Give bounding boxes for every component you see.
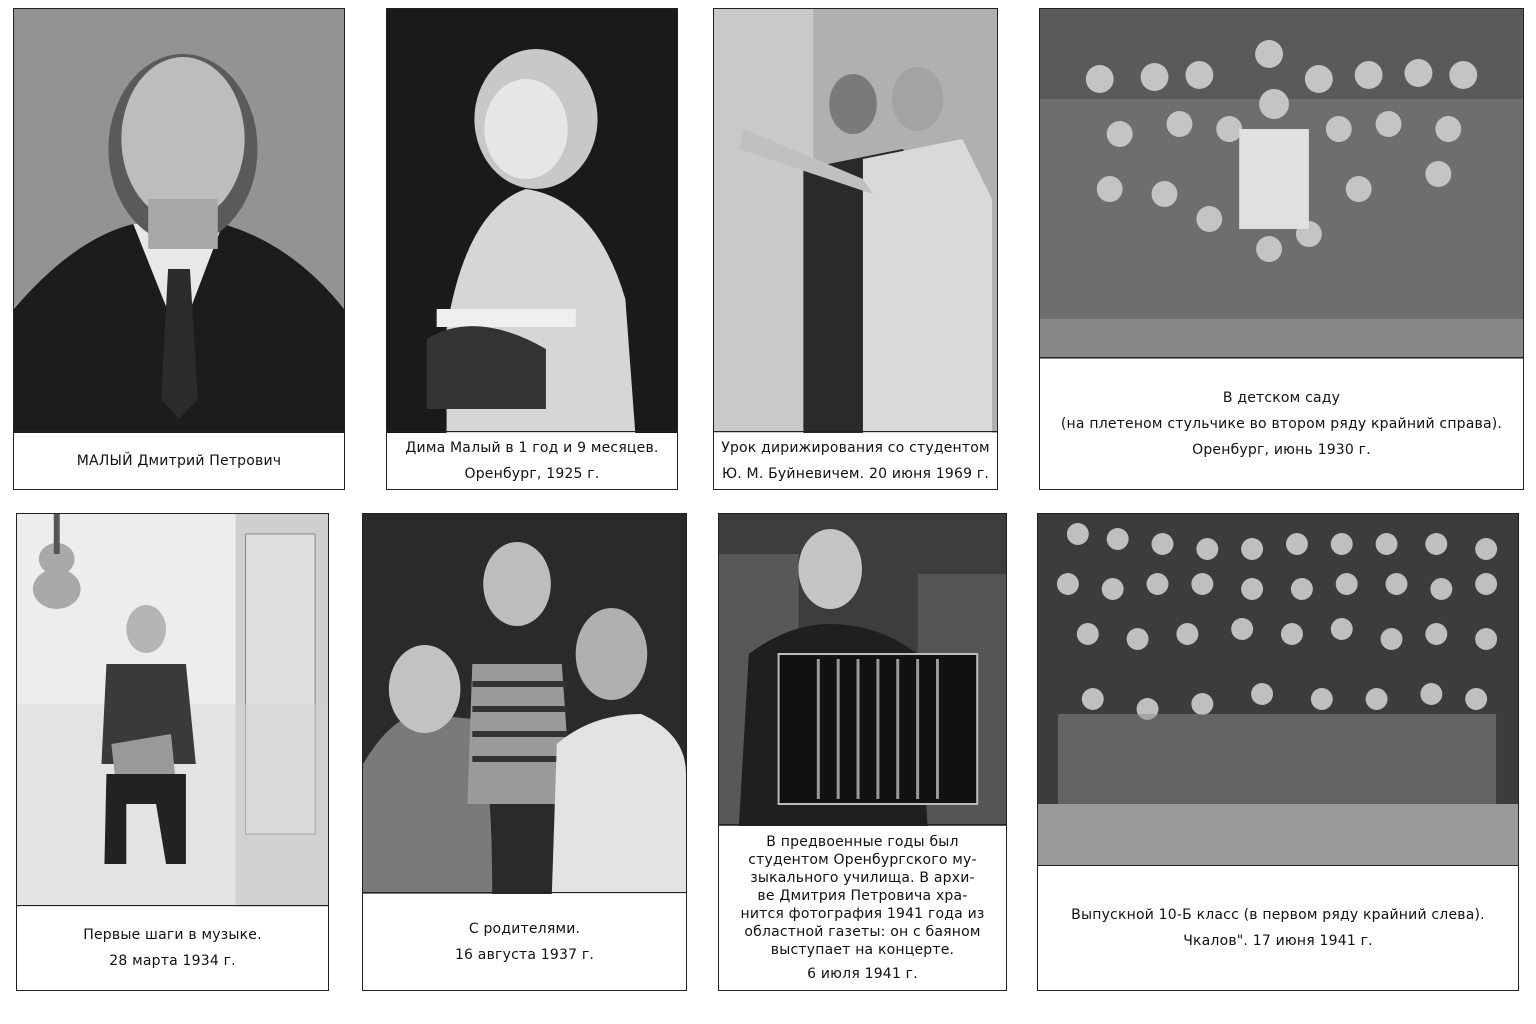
graduation-caption: Выпускной 10-Б класс (в первом ряду крайний слева). Чкалов". 17 июня 1941 г. — [1038, 865, 1518, 990]
photo-card-child — [386, 8, 678, 490]
photo-card-accordion — [718, 513, 1007, 991]
graduation-photo — [1038, 514, 1518, 866]
kindergarten-photo — [1040, 9, 1523, 359]
child-photo — [387, 9, 677, 433]
accordion-caption: В предвоенные годы был студентом Оренбургского му- зыкального училища. В архи- ве Дмитрия Петровича хра- нится фотография 1941 года из областной газеты: он с баяном выступает на концерте. 6 июля 1941 г. — [719, 824, 1006, 990]
parents-photo — [363, 514, 686, 894]
lesson-photo — [714, 9, 997, 433]
portrait-photo — [14, 9, 344, 433]
photo-card-parents — [362, 513, 687, 991]
photo-card-music — [16, 513, 329, 991]
kindergarten-caption: В детском саду (на плетеном стульчике во втором ряду крайний справа). Оренбург, июнь 1930 г. — [1040, 357, 1523, 489]
parents-caption: С родителями. 16 августа 1937 г. — [363, 892, 686, 990]
photo-card-portrait — [13, 8, 345, 490]
music-photo — [17, 514, 328, 907]
accordion-photo — [719, 514, 1006, 826]
photo-card-kindergarten — [1039, 8, 1524, 490]
photo-card-graduation — [1037, 513, 1519, 991]
music-caption: Первые шаги в музыке. 28 марта 1934 г. — [17, 905, 328, 990]
lesson-caption: Урок дирижирования со студентом Ю. М. Буйневичем. 20 июня 1969 г. — [714, 431, 997, 489]
portrait-caption: МАЛЫЙ Дмитрий Петрович — [14, 431, 344, 489]
child-caption: Дима Малый в 1 год и 9 месяцев. Оренбург, 1925 г. — [387, 431, 677, 489]
photo-card-lesson — [713, 8, 998, 490]
